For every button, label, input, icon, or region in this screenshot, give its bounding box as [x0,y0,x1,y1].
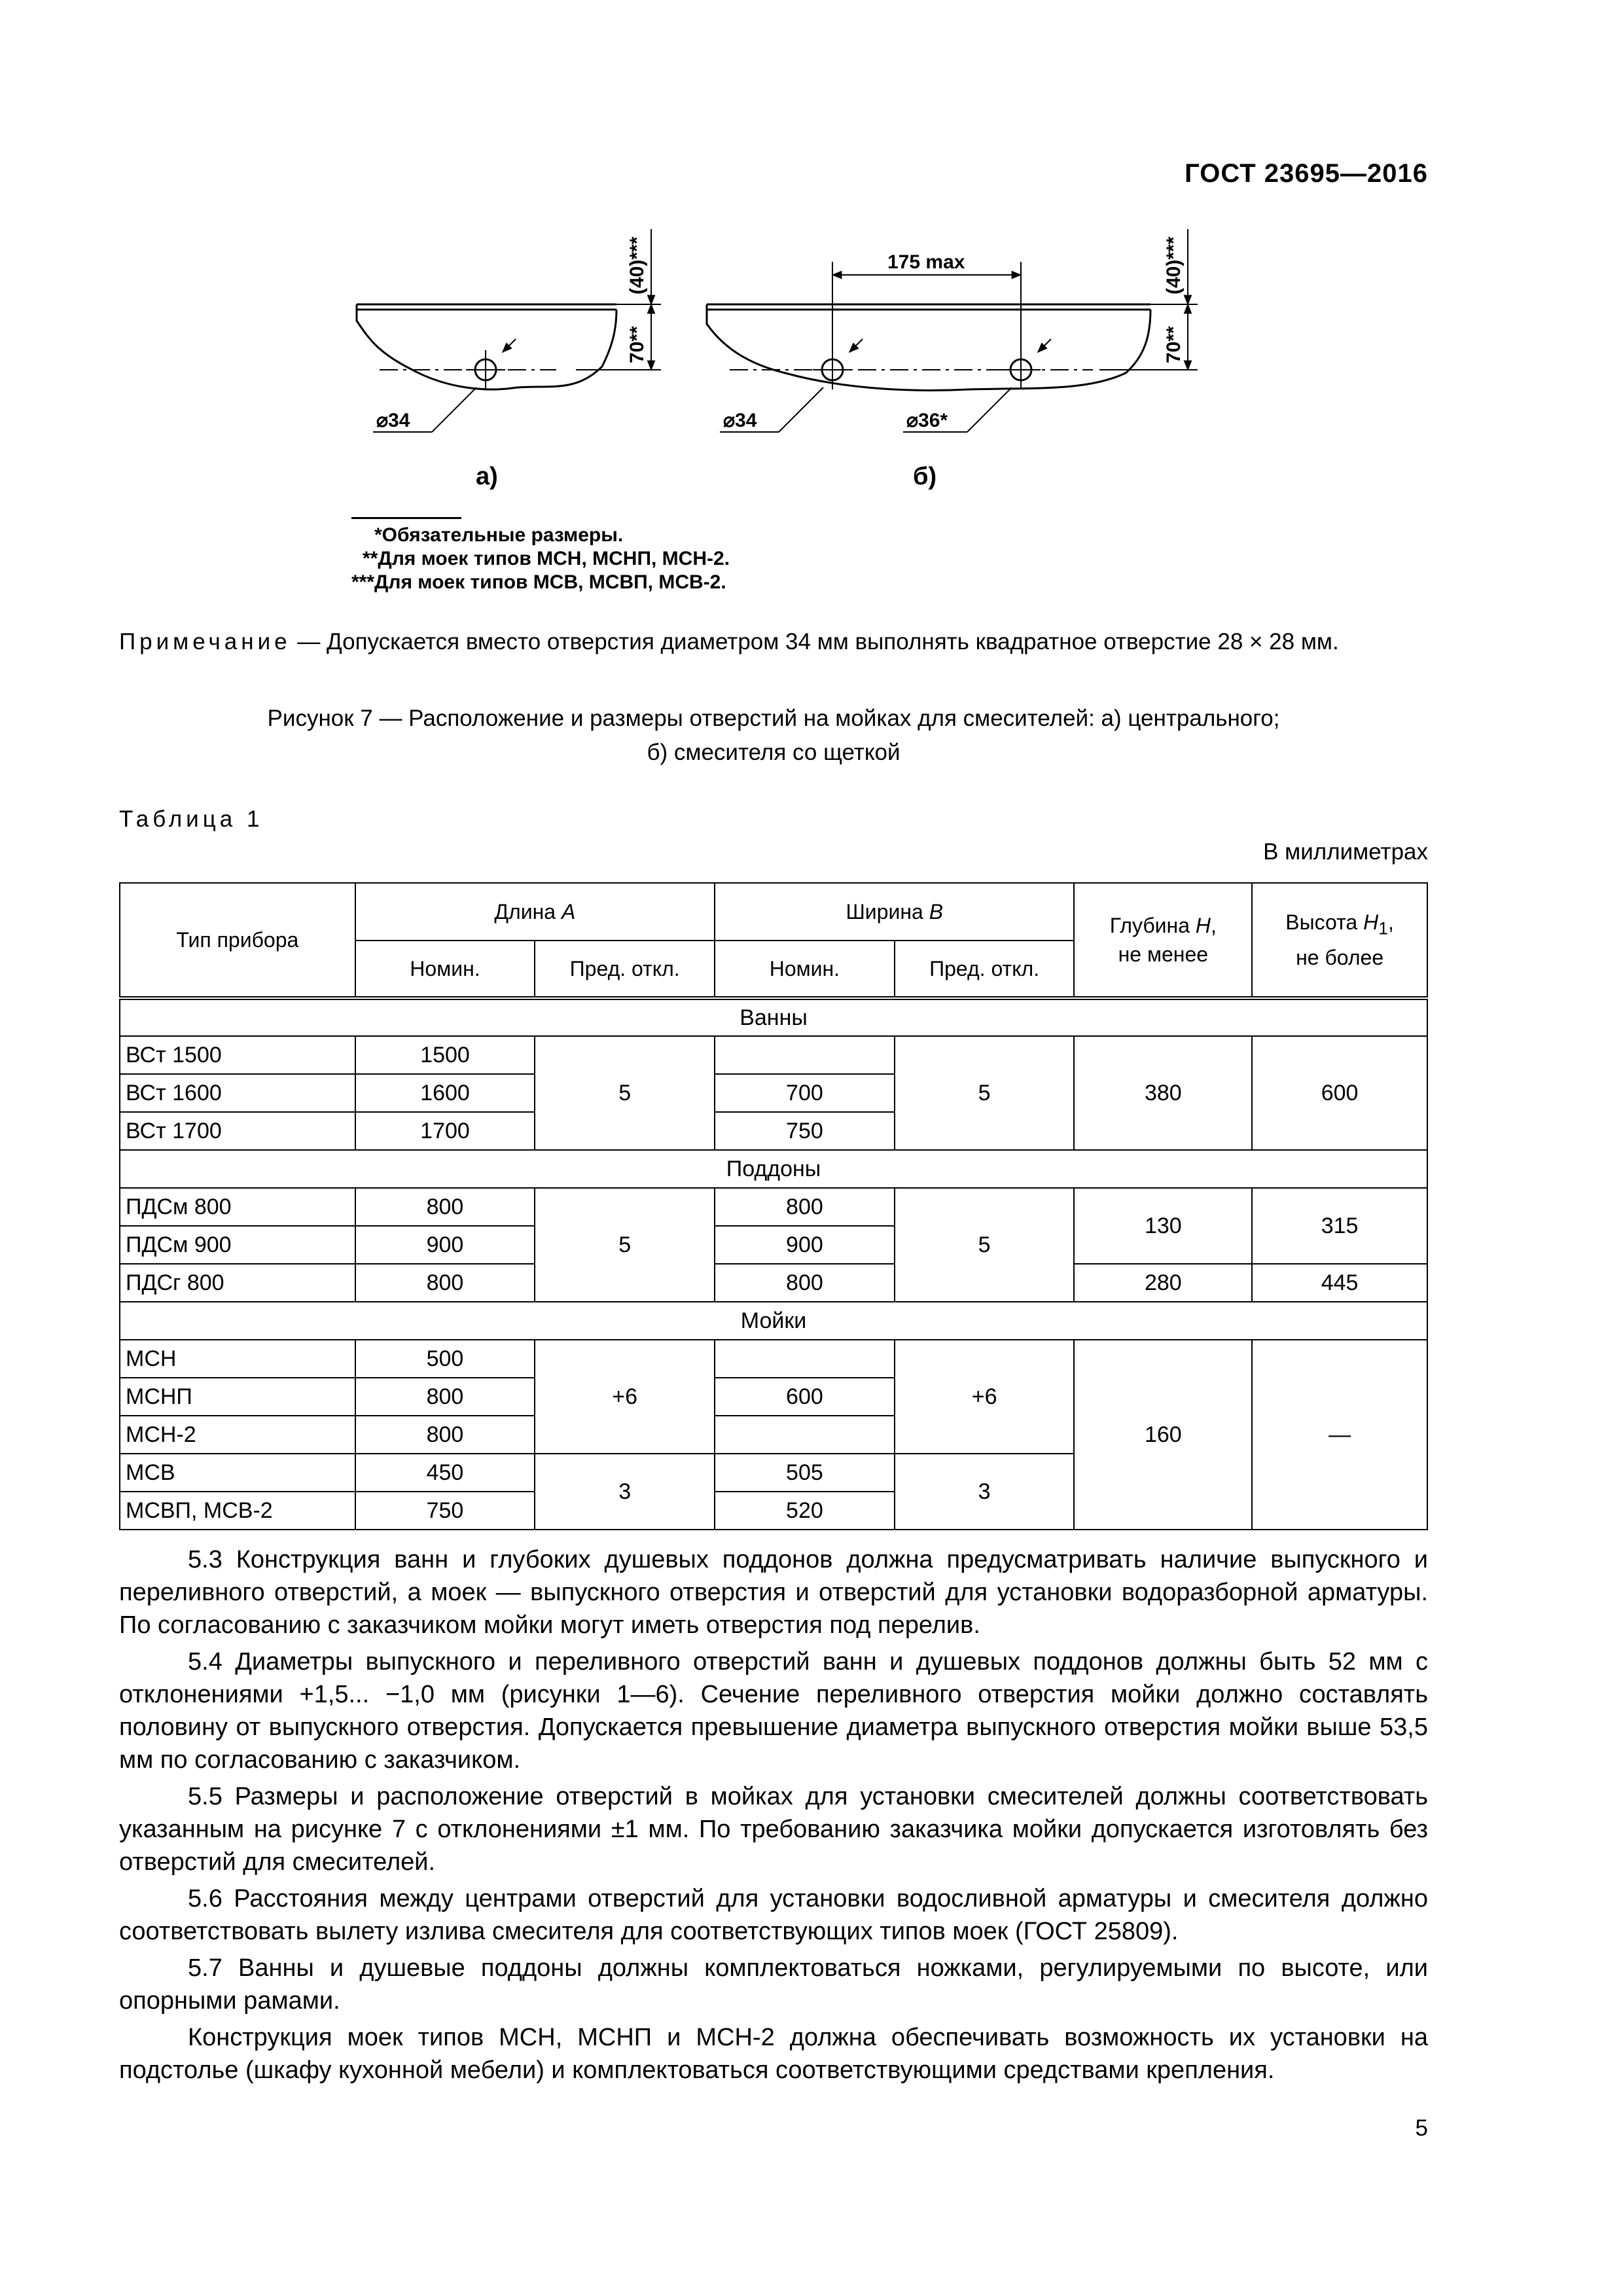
table-row: МСН-2 800 [120,1416,1427,1454]
panel-a-sink-section [357,229,661,432]
footnote-1: *Обязательные размеры. [374,524,624,546]
table-row: МСН 500 +6 +6 160 — [120,1340,1427,1378]
header-width-dev: Пред. откл. [895,941,1075,998]
table-row: ВСт 1500 1500 5 5 380 600 [120,1036,1427,1074]
dia-34-label-a: ⌀34 [376,410,410,431]
header-length-nom: Номин. [355,941,535,998]
header-type: Тип прибора [120,883,355,998]
section-baths: Ванны [120,998,1427,1036]
section-trays: Поддоны [120,1150,1427,1188]
figure-caption [119,702,1428,770]
footnote-rule [351,517,461,519]
dim-40-label-a: (40)*** [626,236,648,295]
note-label: Примечание [119,629,291,655]
caption-line-2: б) смесителя со щеткой [647,740,901,765]
dim-70-label-a: 70** [626,326,648,363]
caption-line-1: Рисунок 7 — Расположение и размеры отверстий на мойках для смесителей: а) центрального; [267,706,1280,731]
table-row: ВСт 1700 1700 750 [120,1112,1427,1150]
paragraph-5-4: 5.4 Диаметры выпускного и переливного отверстий ванн и душевых поддонов должны быть 52 мм с отклонениями +1,5... −1,0 мм (рисунки 1—6). Сечение переливного отверстия мойки должно составлять половину от выпускного отверстия. Допускается превышение диаметра выпускного отверстия мойки выше 53,5 мм по согласованию с заказчиком. [119,1648,1428,1774]
header-length-dev: Пред. откл. [535,941,715,998]
header-depth: Глубина H, не менее [1074,883,1252,998]
header-length: Длина A [355,883,715,941]
table-row: ВСт 1600 1600 700 [120,1074,1427,1112]
table-1 [119,882,1428,1530]
panel-b-label: б) [913,463,937,490]
table-row: МСВ 450 3 505 3 [120,1454,1427,1492]
header-width: Ширина B [715,883,1074,941]
table-row: ПДСм 900 900 900 [120,1226,1427,1264]
table-label: Таблица 1 [119,806,264,832]
paragraph-5-7: 5.7 Ванны и душевые поддоны должны комплектоваться ножками, регулируемыми по высоте, или опорными рамами. [119,1954,1428,2015]
footnote-2: **Для моек типов МСН, МСНП, МСН-2. [363,548,730,569]
table-row: ПДСг 800 800 800 280 445 [120,1264,1427,1302]
dim-70-label-b: 70** [1163,326,1185,363]
figure-7-drawing [340,216,1257,504]
standard-number: ГОСТ 23695—2016 [1185,159,1428,188]
dia-36-label: ⌀36* [906,410,948,431]
body-text [119,1543,1428,2090]
figure-note [119,625,1428,659]
paragraph-5-3: 5.3 Конструкция ванн и глубоких душевых поддонов должна предусматривать наличие выпускного и переливного отверстий, а моек — выпускного отверстия и отверстий для установки водоразборной арматуры. По согласованию с заказчиком мойки могут иметь отверстия под перелив. [119,1546,1428,1639]
table-row: МСНП 800 600 [120,1378,1427,1416]
section-sinks: Мойки [120,1302,1427,1340]
table-units: В миллиметрах [1263,839,1428,865]
paragraph-5-5: 5.5 Размеры и расположение отверстий в мойках для установки смесителей должны соответствовать указанным на рисунке 7 с отклонениями ±1 мм. По требованию заказчика мойки допускается изготовлять без отверстий для смесителей. [119,1783,1428,1876]
table-row: МСВП, МСВ-2 750 520 [120,1492,1427,1530]
header-height: Высота $H_1$, не более [1252,883,1427,998]
dia-34-label-b: ⌀34 [723,410,757,431]
dim-40-label-b: (40)*** [1163,236,1185,295]
header-width-nom: Номин. [715,941,895,998]
dim-175-label: 175 max [887,251,965,273]
note-text: — Допускается вместо отверстия диаметром 34 мм выполнять квадратное отверстие 28 × 28 мм. [291,629,1339,655]
panel-a-label: а) [476,463,498,490]
paragraph-5-7-cont: Конструкция моек типов МСН, МСНП и МСН-2 должна обеспечивать возможность их установки на подстолье (шкафу кухонной мебели) и комплектоваться соответствующими средствами крепления. [119,2024,1428,2084]
footnote-3: ***Для моек типов МСВ, МСВП, МСВ-2. [351,571,726,593]
paragraph-5-6: 5.6 Расстояния между центрами отверстий для установки водосливной арматуры и смесителя должно соответствовать вылету излива смесителя для соответствующих типов моек (ГОСТ 25809). [119,1885,1428,1945]
table-row: ПДСм 800 800 5 800 5 130 315 [120,1188,1427,1226]
page-number: 5 [1415,2115,1428,2141]
